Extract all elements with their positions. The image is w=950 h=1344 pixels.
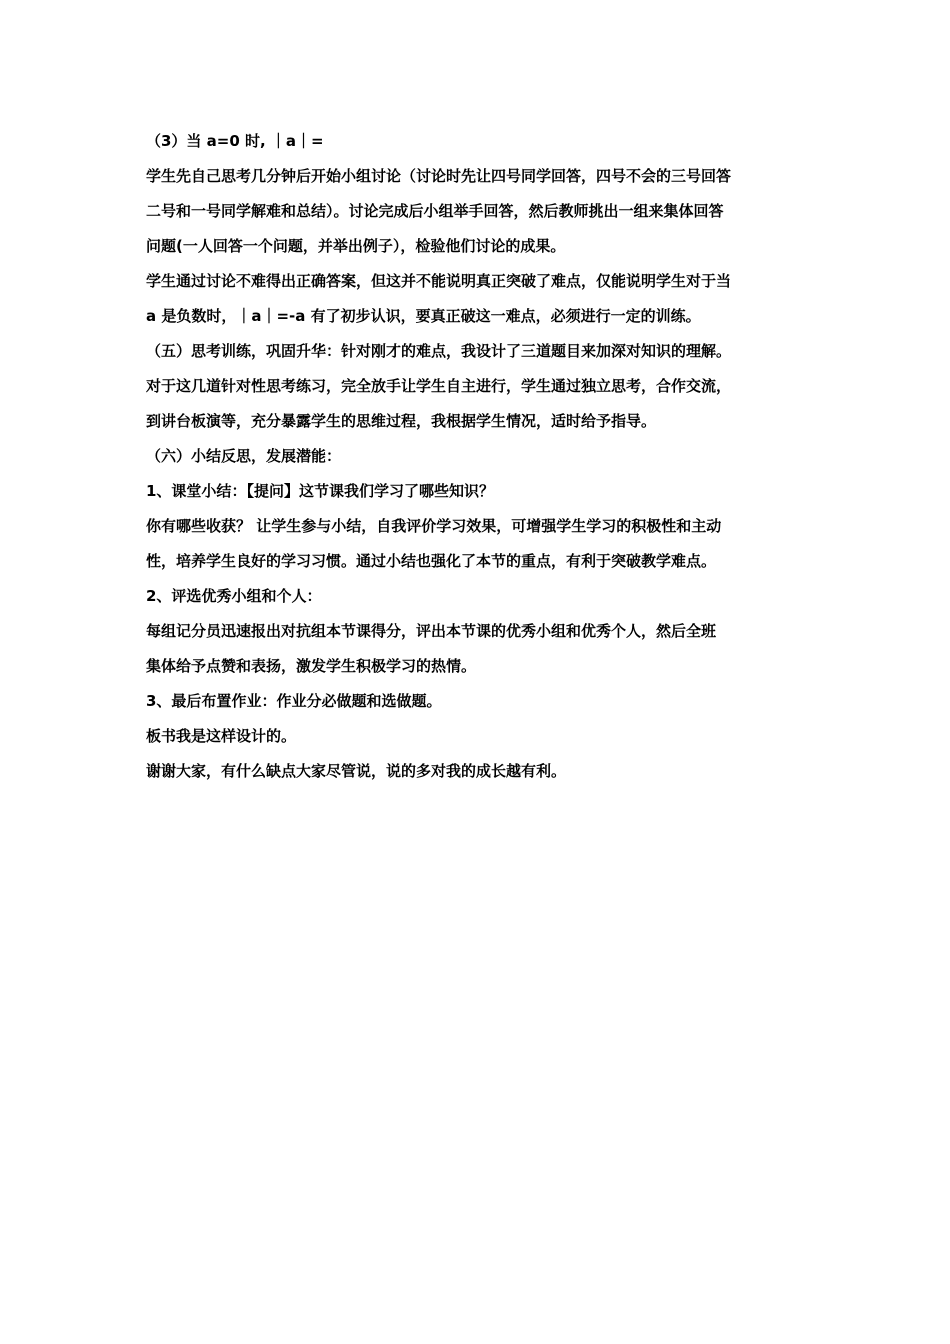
list-item-class-summary: 1、课堂小结：【提问】这节课我们学习了哪些知识？: [146, 482, 494, 500]
text-line-summary-2: 性，培养学生良好的学习习惯。通过小结也强化了本节的重点，有利于突破教学难点。: [146, 552, 717, 570]
section-heading-five: （五）思考训练，巩固升华：针对刚才的难点，我设计了三道题目来加深对知识的理解。: [146, 342, 732, 360]
text-line-group-discussion-3: 问题(一人回答一个问题，并举出例子），检验他们讨论的成果。: [146, 237, 566, 255]
text-line-difficulty-2: a 是负数时，｜a｜=-a 有了初步认识，要真正破这一难点，必须进行一定的训练。: [146, 307, 701, 325]
text-line-practice-1: 对于这几道针对性思考练习，完全放手让学生自主进行，学生通过独立思考，合作交流，: [146, 377, 732, 395]
text-line-group-discussion-1: 学生先自己思考几分钟后开始小组讨论（讨论时先让四号同学回答，四号不会的三号回答: [146, 167, 732, 185]
text-line-practice-2: 到讲台板演等，充分暴露学生的思维过程，我根据学生情况，适时给予指导。: [146, 412, 657, 430]
text-line-group-discussion-2: 二号和一号同学解难和总结）。讨论完成后小组举手回答，然后教师挑出一组来集体回答: [146, 202, 724, 220]
list-item-select-groups: 2、评选优秀小组和个人：: [146, 587, 322, 605]
text-line-difficulty-1: 学生通过讨论不难得出正确答案，但这并不能说明真正突破了难点，仅能说明学生对于当: [146, 272, 732, 290]
text-line-scoring-2: 集体给予点赞和表扬，激发学生积极学习的热情。: [146, 657, 477, 675]
text-line-condition-a-zero: （3）当 a=0 时, ｜a｜=: [146, 132, 324, 150]
document-body: [146, 124, 811, 789]
text-line-blackboard: 板书我是这样设计的。: [146, 727, 297, 745]
list-item-homework: 3、最后布置作业：作业分必做题和选做题。: [146, 692, 442, 710]
text-line-summary-1: 你有哪些收获？ 让学生参与小结，自我评价学习效果，可增强学生学习的积极性和主动: [146, 517, 722, 535]
text-line-scoring-1: 每组记分员迅速报出对抗组本节课得分，评出本节课的优秀小组和优秀个人，然后全班: [146, 622, 717, 640]
text-line-closing: 谢谢大家，有什么缺点大家尽管说，说的多对我的成长越有利。: [146, 762, 567, 780]
section-heading-six: （六）小结反思，发展潜能：: [146, 447, 342, 465]
